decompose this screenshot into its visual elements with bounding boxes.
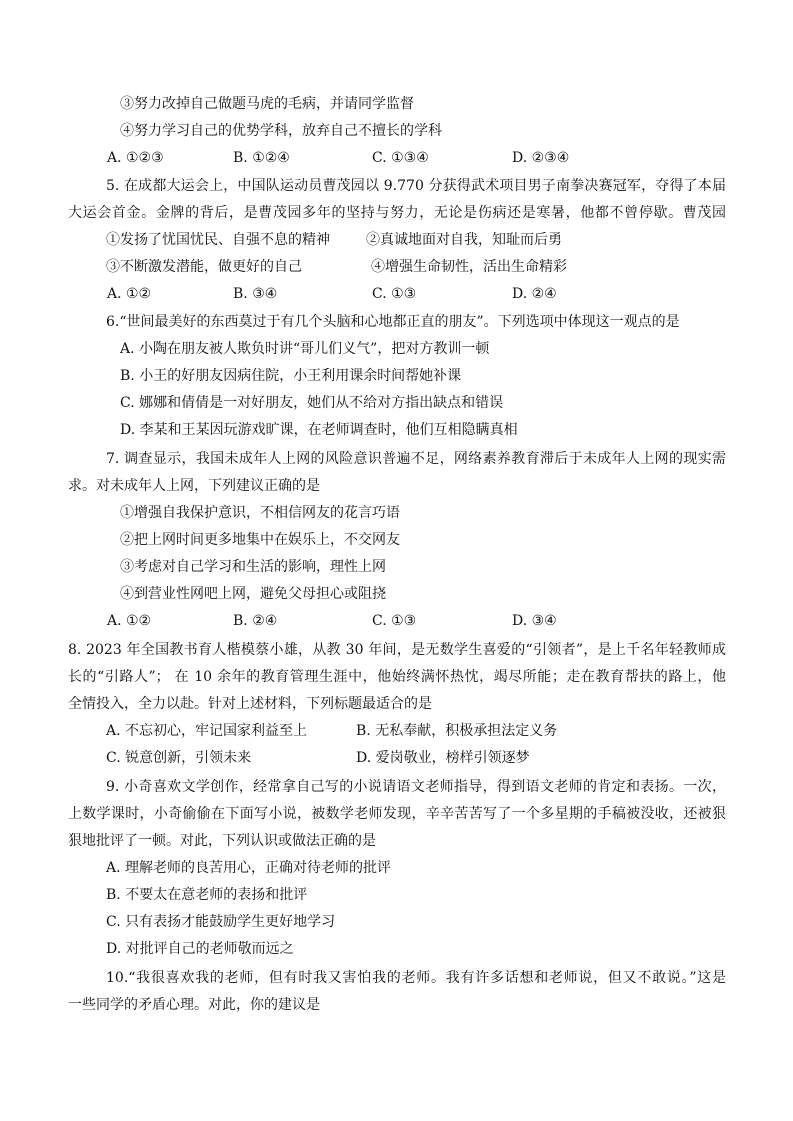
- q5-option-3: ③不断激发潜能，做更好的自己: [106, 259, 302, 275]
- q9-stem-line-1: 9. 小奇喜欢文学创作，经常拿自己写的小说请语文老师指导，得到语文老师的肯定和表扬。一次，: [106, 779, 726, 795]
- q5-choice-b: B. ③④: [233, 286, 278, 302]
- q7-stem-line-1: 7. 调查显示，我国未成年人上网的风险意识普遍不足，网络素养教育滞后于未成年人上网的现实需: [106, 451, 726, 467]
- q9-option-a: A. 理解老师的良苦用心，正确对待老师的批评: [106, 860, 392, 876]
- q4-option-3: ③努力改掉自己做题马虎的毛病，并请同学监督: [120, 96, 414, 112]
- q8-option-b: B. 无私奉献，积极承担法定义务: [356, 723, 558, 739]
- q9-stem-line-2: 上数学课时，小奇偷偷在下面写小说，被数学老师发现，辛辛苦苦写了一个多星期的手稿被没收，还被狠: [68, 806, 726, 822]
- q5-option-4: ④增强生命韧性，活出生命精彩: [371, 259, 567, 275]
- q10-stem-line-1: 10.“我很喜欢我的老师，但有时我又害怕我的老师。我有许多话想和老师说，但又不敢说。”这是: [106, 970, 726, 986]
- q6-option-b: B. 小王的好朋友因病住院，小王利用课余时间帮她补课: [120, 368, 462, 384]
- q7-stem-line-2: 求。对未成年人上网，下列建议正确的是: [68, 478, 320, 494]
- q5-option-2: ②真诚地面对自我，知耻而后勇: [366, 232, 562, 248]
- q4-choice-b: B. ①②④: [233, 150, 290, 166]
- q4-choice-c: C. ①③④: [372, 150, 429, 166]
- q8-stem-line-3: 全情投入，全力以赴。针对上述材料，下列标题最适合的是: [68, 696, 432, 712]
- q5-choices: [0, 284, 793, 304]
- q6-option-a: A. 小陶在朋友被人欺负时讲“哥儿们义气”，把对方教训一顿: [120, 341, 490, 357]
- q5-stem-line-1: 5. 在成都大运会上，中国队运动员曹茂园以 9.770 分获得武术项目男子南拳决赛冠军，夺得了本届: [106, 178, 726, 194]
- q6-option-c: C. 娜娜和倩倩是一对好朋友，她们从不给对方指出缺点和错误: [120, 395, 504, 411]
- q4-choice-a: A. ①②③: [107, 150, 164, 166]
- q5-choice-c: C. ①③: [372, 286, 417, 302]
- q5-choice-d: D. ②④: [512, 286, 557, 302]
- q8-options-row-1: [0, 721, 793, 741]
- q10-stem-line-2: 一些同学的矛盾心理。对此，你的建议是: [68, 997, 320, 1013]
- q5-choice-a: A. ①②: [107, 286, 152, 302]
- q7-option-1: ①增强自我保护意识，不相信网友的花言巧语: [120, 505, 400, 521]
- q9-option-b: B. 不要太在意老师的表扬和批评: [106, 887, 308, 903]
- q7-choice-d: D. ③④: [512, 613, 557, 629]
- q8-stem-line-1: 8. 2023 年全国教书育人楷模蔡小雄，从教 30 年间，是无数学生喜爱的“引领者”，是上千名年轻教师成: [68, 642, 726, 658]
- q7-choice-c: C. ①③: [372, 613, 417, 629]
- q5-options-row-2: [0, 257, 793, 277]
- q7-option-3: ③考虑对自己学习和生活的影响，理性上网: [120, 559, 386, 575]
- q5-option-1: ①发扬了忧国忧民、自强不息的精神: [106, 232, 330, 248]
- q4-option-4: ④努力学习自己的优势学科，放弃自己不擅长的学科: [120, 123, 442, 139]
- q9-option-d: D. 对批评自己的老师敬而远之: [106, 941, 294, 957]
- q4-choice-d: D. ②③④: [512, 150, 570, 166]
- q9-option-c: C. 只有表扬才能鼓励学生更好地学习: [106, 914, 336, 930]
- q7-option-4: ④到营业性网吧上网，避免父母担心或阻挠: [120, 586, 386, 602]
- q8-options-row-2: [0, 748, 793, 768]
- q5-stem-line-2: 大运会首金。金牌的背后，是曹茂园多年的坚持与努力，无论是伤病还是寒暑，他都不曾停歇。曹茂园: [68, 205, 726, 221]
- q7-choices: [0, 611, 793, 631]
- q8-option-c: C. 锐意创新，引领未来: [106, 750, 252, 766]
- q5-options-row-1: [0, 230, 793, 250]
- q7-option-2: ②把上网时间更多地集中在娱乐上，不交网友: [120, 532, 400, 548]
- q7-choice-a: A. ①②: [107, 613, 152, 629]
- q9-stem-line-3: 狠地批评了一顿。对此，下列认识或做法正确的是: [68, 833, 376, 849]
- q8-option-d: D. 爱岗敬业，榜样引领逐梦: [356, 750, 530, 766]
- q8-option-a: A. 不忘初心，牢记国家利益至上: [106, 723, 308, 739]
- q7-choice-b: B. ②④: [233, 613, 278, 629]
- q6-option-d: D. 李某和王某因玩游戏旷课，在老师调查时，他们互相隐瞒真相: [120, 422, 518, 438]
- q4-choices: [0, 148, 793, 168]
- q8-stem-line-2: 长的“引路人”； 在 10 余年的教育管理生涯中，他始终满怀热忱，竭尽所能；走在教育帮扶的路上，他: [68, 669, 726, 685]
- q6-stem: 6.“世间最美好的东西莫过于有几个头脑和心地都正直的朋友”。下列选项中体现这一观点的是: [106, 314, 680, 330]
